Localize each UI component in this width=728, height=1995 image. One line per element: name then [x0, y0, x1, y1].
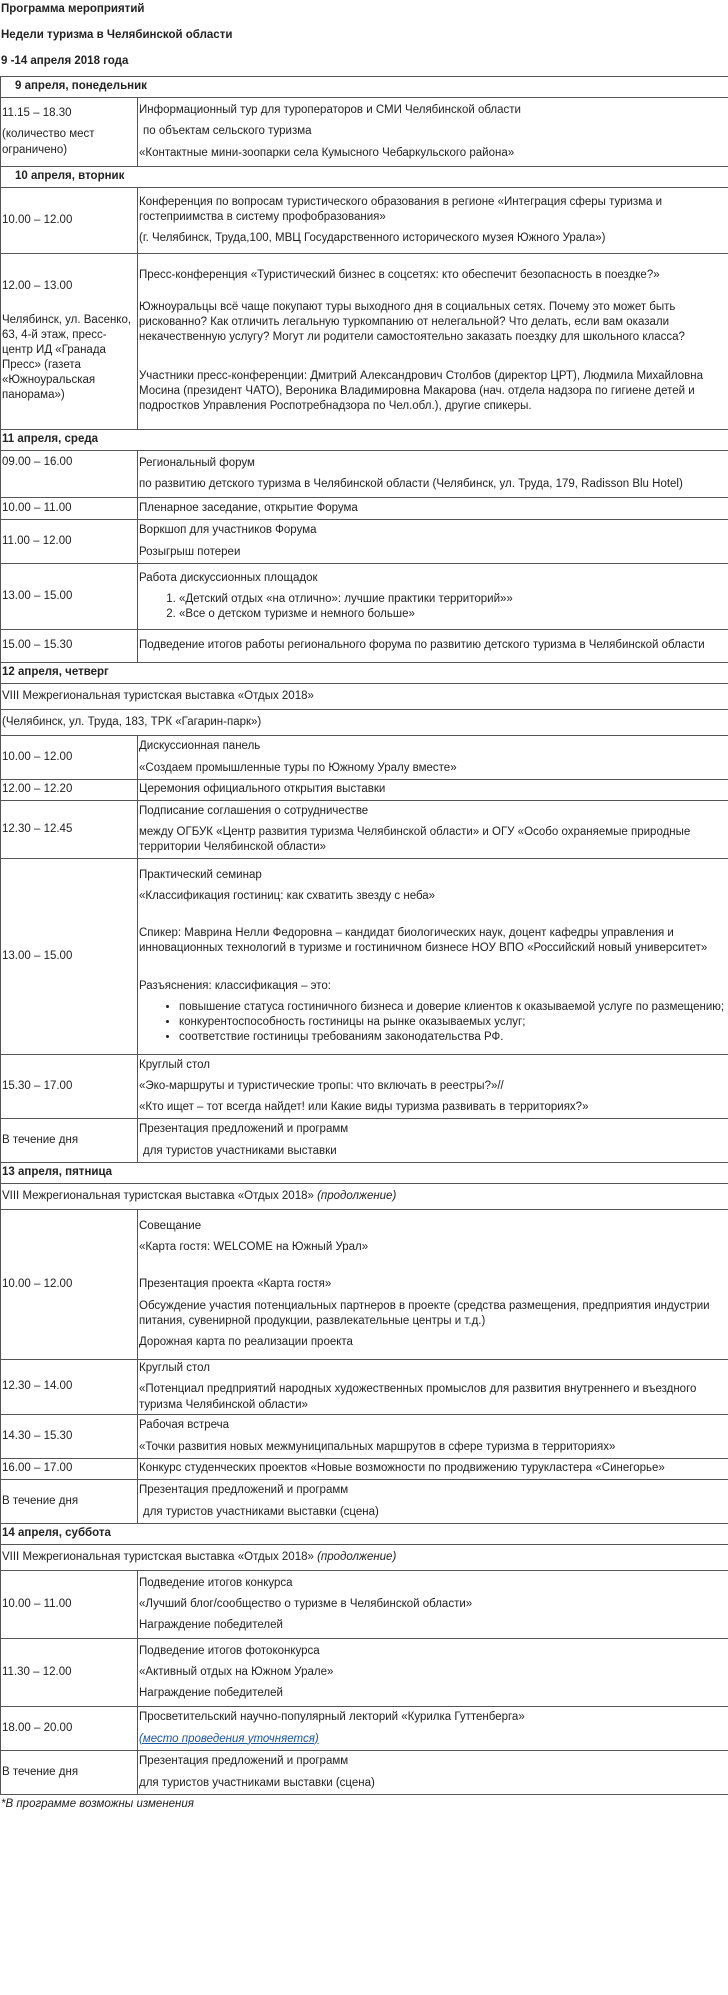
event-row [1, 498, 728, 520]
footer-note: *В программе возможны изменения [1, 1798, 194, 1810]
event-time: 10.00 – 12.00 [1, 1210, 138, 1360]
event-time: 18.00 – 20.00 [1, 1707, 138, 1751]
event-row [1, 1119, 728, 1163]
time-text: 12.00 – 13.00 [2, 280, 73, 293]
event-text: «Активный отдых на Южном Урале» [139, 1665, 334, 1678]
event-details [138, 801, 728, 859]
event-row [1, 1707, 728, 1751]
event-row [1, 1055, 728, 1119]
venue-line [1, 1184, 728, 1210]
event-text: «Классификация гостиниц: как схватить звезду с неба» [139, 889, 436, 902]
event-details [138, 1360, 728, 1415]
event-details [138, 736, 728, 780]
event-details [138, 1210, 728, 1360]
event-text: «Карта гостя: WELCOME на Южный Урал» [139, 1241, 369, 1254]
venue-text: VIII Межрегиональная туристская выставка «Отдых 2018» [2, 1550, 314, 1563]
event-details [138, 564, 728, 630]
event-title: Совещание [139, 1219, 202, 1232]
event-title: Практический семинар [139, 868, 262, 881]
venue-row [1, 1184, 728, 1210]
event-row [1, 564, 728, 630]
day-row [1, 1163, 728, 1184]
event-title: Воркшоп для участников Форума [139, 524, 317, 537]
event-text: Награждение победителей [139, 1619, 283, 1632]
day-heading: 10 апреля, вторник [1, 167, 728, 188]
venue-note: (продолжение) [317, 1189, 397, 1202]
event-title: Презентация предложений и программ [139, 1484, 349, 1497]
event-details [138, 1639, 728, 1707]
event-time: 15.30 – 17.00 [1, 1055, 138, 1119]
list-item: • соответствие гостиницы требованиям законодательства РФ. [179, 1030, 728, 1045]
day-heading: 12 апреля, четверг [1, 663, 728, 684]
event-time: 10.00 – 11.00 [1, 1571, 138, 1639]
event-row [1, 254, 728, 430]
event-time: 10.00 – 12.00 [1, 188, 138, 254]
event-title: Круглый стол [139, 1058, 210, 1071]
event-title: Просветительский научно-популярный лекторий «Курилка Гуттенберга» [139, 1711, 525, 1724]
event-time: 10.00 – 12.00 [1, 736, 138, 780]
event-title: Подведение итогов фотоконкурса [139, 1644, 320, 1657]
event-text: Дорожная карта по реализации проекта [139, 1335, 353, 1348]
event-row [1, 188, 728, 254]
event-details [138, 1751, 728, 1795]
event-title: Презентация предложений и программ [139, 1123, 349, 1136]
header [0, 0, 728, 70]
event-time: 14.30 – 15.30 [1, 1415, 138, 1459]
event-text: Награждение победителей [139, 1687, 283, 1700]
event-details [138, 859, 728, 1055]
event-row [1, 1210, 728, 1360]
time-place: Челябинск, ул. Васенко, 63, 4-й этаж, пресс-центр ИД «Гранада Пресс» (газета «Южноуральская панорама») [2, 313, 132, 402]
event-text: «Контактные мини-зоопарки села Кумысного Чебаркульского района» [139, 146, 515, 159]
event-row [1, 520, 728, 564]
event-title: Подписание соглашения о сотрудничестве [139, 804, 369, 817]
event-time: 10.00 – 11.00 [1, 498, 138, 520]
event-title: Круглый стол [139, 1362, 210, 1375]
event-text [139, 1732, 728, 1747]
event-text: Розыгрыш потереи [139, 545, 241, 558]
event-row [1, 1459, 728, 1480]
event-text: «Эко-маршруты и туристические тропы: что включать в реестры?»// [139, 1079, 504, 1092]
event-text: для туристов участниками выставки [143, 1144, 337, 1157]
day-row [1, 430, 728, 451]
event-text: для туристов участниками выставки (сцена) [143, 1505, 379, 1518]
day-heading: 11 апреля, среда [1, 430, 728, 451]
event-row [1, 630, 728, 663]
event-row [1, 859, 728, 1055]
event-text: Презентация проекта «Карта гостя» [139, 1278, 332, 1291]
event-details [138, 1119, 728, 1163]
event-row [1, 98, 728, 167]
list-item: • конкурентоспособность гостиницы на рынке оказываемых услуг; [179, 1015, 728, 1030]
discussion-list [139, 592, 728, 622]
day-heading: 9 апреля, понедельник [1, 77, 728, 98]
event-text: «Создаем промышленные туры по Южному Уралу вместе» [139, 761, 457, 774]
event-details: Пленарное заседание, открытие Форума [138, 498, 728, 520]
page-subtitle: Недели туризма в Челябинской области [1, 29, 233, 41]
classification-list [139, 1000, 728, 1046]
day-heading: 13 апреля, пятница [1, 1163, 728, 1184]
time-note: (количество мест ограничено) [2, 128, 95, 156]
event-time: В течение дня [1, 1119, 138, 1163]
event-title: Информационный тур для туроператоров и СМИ Челябинской области [139, 104, 521, 117]
event-title: Работа дискуссионных площадок [139, 571, 318, 584]
venue-row [1, 1545, 728, 1571]
list-item: 2. «Все о детском туризме и немного больше» [179, 607, 728, 622]
event-time [1, 254, 138, 430]
event-text: «Кто ищет – тот всегда найдет! или Какие виды туризма развивать в территориях?» [139, 1101, 589, 1114]
event-text: по развитию детского туризма в Челябинской области (Челябинск, ул. Труда, 179, Radisson Blu Hotel) [139, 478, 683, 490]
event-time: 11.00 – 12.00 [1, 520, 138, 564]
event-text: Обсуждение участия потенциальных партнеров в проекте (средства размещения, предприятия индустрии питания, сувенирной продукции, развлекательные центры и т.д.) [139, 1299, 710, 1327]
event-time: 12.30 – 14.00 [1, 1360, 138, 1415]
event-time: В течение дня [1, 1480, 138, 1524]
event-title: Региональный форум [139, 456, 255, 469]
event-text: для туристов участниками выставки (сцена) [139, 1776, 375, 1789]
event-time: 09.00 – 16.00 [1, 451, 138, 498]
day-row [1, 663, 728, 684]
event-time: 16.00 – 17.00 [1, 1459, 138, 1480]
event-details [138, 451, 728, 498]
list-item: 1. «Детский отдых «на отлично»: лучшие практики территорий»» [179, 592, 728, 607]
event-title: Презентация предложений и программ [139, 1755, 349, 1768]
event-text: «Точки развития новых межмуниципальных маршрутов в сфере туризма в территориях» [139, 1440, 616, 1453]
venue-line: VIII Межрегиональная туристская выставка «Отдых 2018» [1, 684, 728, 710]
day-heading: 14 апреля, суббота [1, 1524, 728, 1545]
day-row [1, 167, 728, 188]
venue-line: (Челябинск, ул. Труда, 183, ТРК «Гагарин-парк») [1, 710, 728, 736]
event-text: Разъяснения: классификация – это: [139, 979, 332, 992]
event-row [1, 1751, 728, 1795]
event-row [1, 1639, 728, 1707]
event-text: «Лучший блог/сообщество о туризме в Челябинской области» [139, 1597, 473, 1610]
event-text: Участники пресс-конференции: Дмитрий Александрович Столбов (директор ЦРТ), Людмила Михайловна Мосина (президент ЧАТО), Вероника Владимировна Макарова (нач. отдела надзора по гигиене детей и подростков Управления Роспотребнадзора по Чел.обл.), другие спикеры. [139, 370, 704, 413]
event-row [1, 1360, 728, 1415]
event-time: В течение дня [1, 1751, 138, 1795]
event-row [1, 780, 728, 801]
event-text: Южноуральцы всё чаще покупают туры выходного дня в социальных сетях. Почему это может быть рискованно? Как отличить легальную туркомпанию от нелегальной? Что делать, если вам оказали некачественную услугу? Могут ли родители самостоятельно заказать поездку для школьного класса? [139, 300, 685, 343]
event-time: 11.30 – 12.00 [1, 1639, 138, 1707]
event-details [138, 1571, 728, 1639]
event-details [138, 1055, 728, 1119]
event-row [1, 1480, 728, 1524]
event-row [1, 1571, 728, 1639]
event-row [1, 1415, 728, 1459]
date-range: 9 -14 апреля 2018 года [1, 55, 129, 67]
event-time: 15.00 – 15.30 [1, 630, 138, 663]
event-text: «Потенциал предприятий народных художественных промыслов для развития внутреннего и въездного туризма Челябинской области» [139, 1383, 697, 1411]
venue-text: VIII Межрегиональная туристская выставка «Отдых 2018» [2, 1189, 314, 1202]
event-text: Спикер: Маврина Нелли Федоровна – кандидат биологических наук, доцент кафедры управления и инновационных технологий в туризме и гостиничном бизнесе НОУ ВПО «Российский новый университет» [139, 927, 708, 955]
event-details: Подведение итогов работы регионального форума по развитию детского туризма в Челябинской области [138, 630, 728, 663]
venue-note: (продолжение) [317, 1550, 397, 1563]
venue-line [1, 1545, 728, 1571]
schedule-table [0, 76, 728, 1795]
event-row [1, 801, 728, 859]
event-text: между ОГБУК «Центр развития туризма Челябинской области» и ОГУ «Особо охраняемые природные территории Челябинской области» [139, 825, 691, 854]
event-time: 13.00 – 15.00 [1, 564, 138, 630]
event-details [138, 188, 728, 254]
event-details [138, 254, 728, 430]
event-title: Дискуссионная панель [139, 740, 261, 753]
event-title: Конференция по вопросам туристического образования в регионе «Интеграция сферы туризма и гостеприимства в систему профобразования» [139, 195, 663, 223]
event-time: 13.00 – 15.00 [1, 859, 138, 1055]
event-text: по объектам сельского туризма [143, 125, 312, 138]
day-row [1, 77, 728, 98]
event-details [138, 1415, 728, 1459]
event-time: 12.00 – 12.20 [1, 780, 138, 801]
event-text: (г. Челябинск, Труда,100, МВЦ Государственного исторического музея Южного Урала») [139, 232, 606, 245]
event-details: Конкурс студенческих проектов «Новые возможности по продвижению турукластера «Синегорье» [138, 1459, 728, 1480]
page-title: Программа мероприятий [1, 3, 145, 15]
event-time: 12.30 – 12.45 [1, 801, 138, 859]
time-text: 11.15 – 18.30 [2, 107, 72, 120]
event-title: Рабочая встреча [139, 1419, 230, 1432]
event-details [138, 98, 728, 167]
event-time [1, 98, 138, 167]
event-details [138, 1707, 728, 1751]
event-details [138, 1480, 728, 1524]
venue-row [1, 684, 728, 710]
day-row [1, 1524, 728, 1545]
event-details [138, 520, 728, 564]
event-title: Подведение итогов конкурса [139, 1576, 293, 1589]
event-row [1, 451, 728, 498]
list-item: • повышение статуса гостиничного бизнеса и доверие клиентов к оказываемой услуге по размещению; [179, 1000, 728, 1015]
venue-tbd-link[interactable]: (место проведения уточняется) [139, 1732, 319, 1745]
event-row [1, 736, 728, 780]
event-details: Церемония официального открытия выставки [138, 780, 728, 801]
event-title: Пресс-конференция «Туристический бизнес в соцсетях: кто обеспечит безопасность в поездке?» [139, 269, 660, 282]
venue-row [1, 710, 728, 736]
